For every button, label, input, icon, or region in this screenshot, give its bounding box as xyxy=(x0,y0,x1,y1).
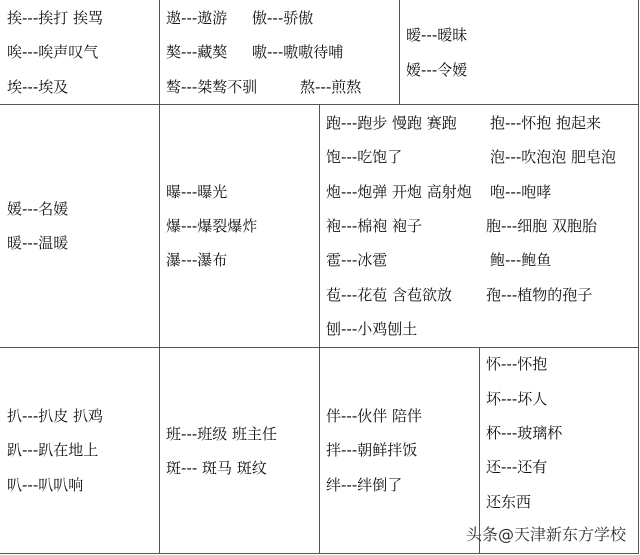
entry-line: 鲍---鲍鱼 xyxy=(490,251,552,269)
entry-line: 唉---唉声叹气 xyxy=(7,43,99,61)
entry-line: 暖---温暖 xyxy=(7,234,69,252)
entry-line: 跑---跑步 慢跑 赛跑 xyxy=(326,114,457,132)
entry-line: 挨---挨打 挨骂 xyxy=(7,9,104,27)
entry-line: 媛---名媛 xyxy=(7,200,69,218)
table-cell xyxy=(159,347,320,554)
table-cell xyxy=(0,104,160,348)
entry-line: 伴---伙伴 陪伴 xyxy=(326,407,423,425)
entry-line: 胞---细胞 双胞胎 xyxy=(486,217,598,235)
entry-line: 遨---遨游 xyxy=(166,9,228,27)
entry-line: 雹---冰雹 xyxy=(326,251,388,269)
entry-line: 拌---朝鲜拌饭 xyxy=(326,441,418,459)
entry-line: 瀑---瀑布 xyxy=(166,251,228,269)
entry-line: 还东西 xyxy=(486,493,532,511)
entry-line: 苞---花苞 含苞欲放 xyxy=(326,286,453,304)
entry-line: 刨---小鸡刨土 xyxy=(326,320,418,338)
entry-line: 熬---煎熬 xyxy=(300,78,362,96)
entry-line: 袍---棉袍 袍子 xyxy=(326,217,423,235)
entry-line: 獒---藏獒 xyxy=(166,43,228,61)
entry-line: 孢---植物的孢子 xyxy=(486,286,593,304)
entry-line: 爆---爆裂爆炸 xyxy=(166,217,258,235)
entry-line: 叭---叭叭响 xyxy=(7,476,84,494)
entry-line: 抱---怀抱 抱起来 xyxy=(490,114,602,132)
entry-line: 咆---咆哮 xyxy=(490,183,552,201)
entry-line: 斑--- 斑马 斑纹 xyxy=(166,459,267,477)
entry-line: 炮---炮弹 开炮 高射炮 xyxy=(326,183,472,201)
entry-line: 还---还有 xyxy=(486,458,548,476)
entry-line: 趴---趴在地上 xyxy=(7,441,99,459)
entry-line: 绊---绊倒了 xyxy=(326,476,403,494)
entry-line: 坏---坏人 xyxy=(486,390,548,408)
entry-line: 杯---玻璃杯 xyxy=(486,424,563,442)
entry-line: 扒---扒皮 扒鸡 xyxy=(7,407,104,425)
entry-line: 骜---桀骜不驯 xyxy=(166,78,258,96)
entry-line: 饱---吃饱了 xyxy=(326,148,403,166)
table-cell xyxy=(399,0,639,105)
entry-line: 傲---骄傲 xyxy=(252,9,314,27)
entry-line: 班---班级 班主任 xyxy=(166,425,278,443)
entry-line: 埃---埃及 xyxy=(7,78,69,96)
entry-line: 曝---曝光 xyxy=(166,183,228,201)
entry-line: 暧---暧昧 xyxy=(406,26,468,44)
table-cell xyxy=(479,347,639,554)
watermark: 头条@天津新东方学校 xyxy=(465,525,626,544)
entry-line: 嫒---令嫒 xyxy=(406,61,468,79)
entry-line: 嗷---嗷嗷待哺 xyxy=(252,43,344,61)
entry-line: 怀---怀抱 xyxy=(486,355,548,373)
entry-line: 泡---吹泡泡 肥皂泡 xyxy=(490,148,617,166)
